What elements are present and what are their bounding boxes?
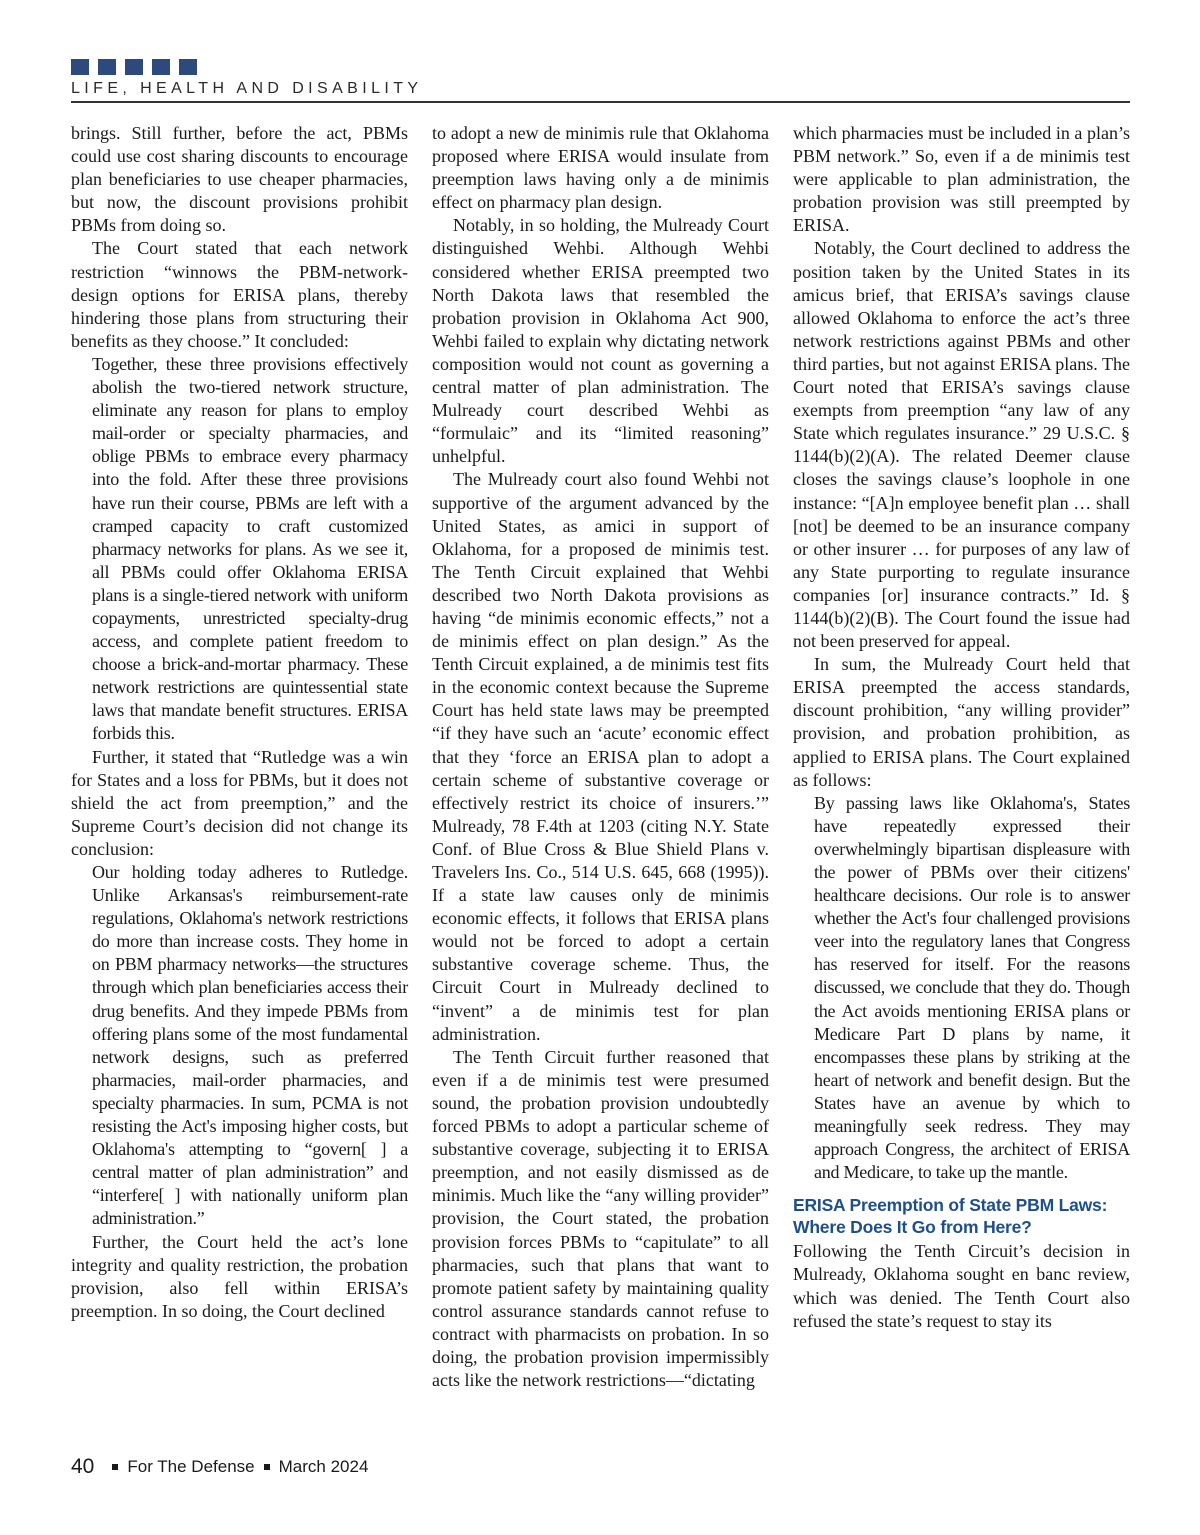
issue-date: March 2024: [278, 1457, 369, 1476]
header-square: [152, 59, 170, 75]
column-3: [793, 122, 1130, 1333]
column-2: [432, 122, 769, 1392]
column-1: [71, 122, 408, 1323]
section-heading: ERISA Preemption of State PBM Laws: Where Does It Go from Here?: [793, 1195, 1108, 1238]
header-square: [71, 59, 89, 75]
paragraph: Further, it stated that “Rutledge was a win for States and a loss for PBMs, but it does not shield the act from preemption,” and the Supreme Court’s decision did not change its conclusion:: [71, 746, 408, 859]
paragraph: Notably, in so holding, the Mulready Court distinguished Wehbi. Although Wehbi considered whether ERISA preempted two North Dakota laws that resembled the probation provision in Oklahoma Act 900, Wehbi failed to explain why dictating network composition would not count as governing a central matter of plan administration. The Mulready court described Wehbi as “formulaic” and its “limited reasoning” unhelpful.: [432, 215, 769, 467]
header-square: [179, 59, 197, 75]
page-number: 40: [71, 1455, 95, 1478]
paragraph: which pharmacies must be included in a plan’s PBM network.” So, even if a de minimis test were applicable to plan administration, the probation provision was still preempted by ERISA.: [793, 123, 1130, 236]
footer-bullet-icon: [264, 1464, 270, 1470]
block-quote: By passing laws like Oklahoma's, States have repeatedly expressed their overwhelmingly bipartisan displeasure with the power of PBMs over their citizens' healthcare decisions. Our role is to answer whether the Act's four challenged provisions veer into the regulatory lanes that Congress has reserved for itself. For the reasons discussed, we conclude that they do. Though the Act avoids mentioning ERISA plans or Medicare Part D plans by name, it encompasses these plans by striking at the heart of network and benefit design. But the States have an avenue by which to meaningfully seek redress. They may approach Congress, the architect of ERISA and Medicare, to take up the mantle.: [814, 792, 1130, 1183]
paragraph: Following the Tenth Circuit’s decision in Mulready, Oklahoma sought en banc review, which was denied. The Tenth Court also refused the state’s request to stay its: [793, 1241, 1130, 1331]
paragraph: Further, the Court held the act’s lone integrity and quality restriction, the probation provision, also fell within ERISA’s preemption. In so doing, the Court declined: [71, 1231, 408, 1321]
header-rule: [71, 101, 1130, 103]
paragraph: to adopt a new de minimis rule that Oklahoma proposed where ERISA would insulate from preemption laws having only a de minimis effect on pharmacy plan design.: [432, 123, 769, 213]
publication-name: For The Defense: [127, 1457, 255, 1476]
paragraph: In sum, the Mulready Court held that ERISA preempted the access standards, discount prohibition, “any willing provider” provision, and probation prohibition, as applied to ERISA plans. The Court explained as follows:: [793, 654, 1130, 790]
section-label: LIFE, HEALTH AND DISABILITY: [71, 80, 423, 97]
paragraph: Notably, the Court declined to address the position taken by the United States in its amicus brief, that ERISA’s savings clause allowed Oklahoma to enforce the act’s three network restrictions against PBMs and other third parties, but not against ERISA plans. The Court noted that ERISA’s savings clause exempts from preemption “any law of any State which regulates insurance.” 29 U.S.C. § 1144(b)(2)(A). The related Deemer clause closes the savings clause’s loophole in one instance: “[A]n employee benefit plan … shall [not] be deemed to be an insurance company or other insurer … for purposes of any law of any State purporting to regulate insurance companies [or] insurance contracts.” Id. § 1144(b)(2)(B). The Court found the issue had not been preserved for appeal.: [793, 238, 1130, 652]
block-quote: Together, these three provisions effectively abolish the two-tiered network structure, eliminate any reason for plans to employ mail-order or specialty pharmacies, and oblige PBMs to embrace every pharmacy into the fold. After these three provisions have run their course, PBMs are left with a cramped capacity to craft customized pharmacy networks for plans. As we see it, all PBMs could offer Oklahoma ERISA plans is a single-tiered network with uniform copayments, unrestricted specialty-drug access, and complete patient freedom to choose a brick-and-mortar pharmacy. These network restrictions are quintessential state laws that mandate benefit structures. ERISA forbids this.: [92, 353, 408, 744]
header-decoration-squares: [71, 59, 197, 75]
paragraph: The Mulready court also found Wehbi not supportive of the argument advanced by the United States, as amici in support of Oklahoma, for a proposed de minimis test. The Tenth Circuit explained that Wehbi described two North Dakota provisions as having “de minimis economic effects,” not a de minimis effect on plan design.” As the Tenth Circuit explained, a de minimis test fits in the economic context because the Supreme Court has held state laws may be preempted “if they have such an ‘acute’ economic effect that they ‘force an ERISA plan to adopt a certain scheme of substantive coverage or effectively restrict its choice of insurers.’” Mulready, 78 F.4th at 1203 (citing N.Y. State Conf. of Blue Cross & Blue Shield Plans v. Travelers Ins. Co., 514 U.S. 645, 668 (1995)). If a state law causes only de minimis economic effects, it follows that ERISA plans would not be forced to adopt a certain substantive coverage scheme. Thus, the Circuit Court in Mulready declined to “invent” a de minimis test for plan administration.: [432, 469, 769, 1044]
block-quote: Our holding today adheres to Rutledge. Unlike Arkansas's reimbursement-rate regulations, Oklahoma's network restrictions do more than increase costs. They home in on PBM pharmacy networks—the structures through which plan beneficiaries access their drug benefits. And they impede PBMs from offering plans some of the most fundamental network designs, such as preferred pharmacies, mail-order pharmacies, and specialty pharmacies. In sum, PCMA is not resisting the Act's imposing higher costs, but Oklahoma's attempting to “govern[ ] a central matter of plan administration” and “interfere[ ] with nationally uniform plan administration.”: [92, 862, 408, 1229]
page-footer: [71, 1455, 368, 1479]
paragraph: The Court stated that each network restriction “winnows the PBM-network-design options for ERISA plans, thereby hindering those plans from structuring their benefits as they choose.” It concluded:: [71, 238, 408, 351]
footer-bullet-icon: [112, 1464, 118, 1470]
header-square: [125, 59, 143, 75]
paragraph: brings. Still further, before the act, PBMs could use cost sharing discounts to encourage plan beneficiaries to use cheaper pharmacies, but now, the discount provisions prohibit PBMs from doing so.: [71, 123, 408, 236]
paragraph: The Tenth Circuit further reasoned that even if a de minimis test were presumed sound, the probation provision undoubtedly forced PBMs to adopt a particular scheme of substantive coverage, subjecting it to ERISA preemption, and not easily dismissed as de minimis. Much like the “any willing provider” provision, the Court stated, the probation provision forces PBMs to “capitulate” to all pharmacies, such that plans that want to promote patient safety by maintaining quality control assurance standards cannot refuse to contract with pharmacists on probation. In so doing, the probation provision impermissibly acts like the network restrictions—“dictating: [432, 1046, 769, 1391]
header-square: [98, 59, 116, 75]
